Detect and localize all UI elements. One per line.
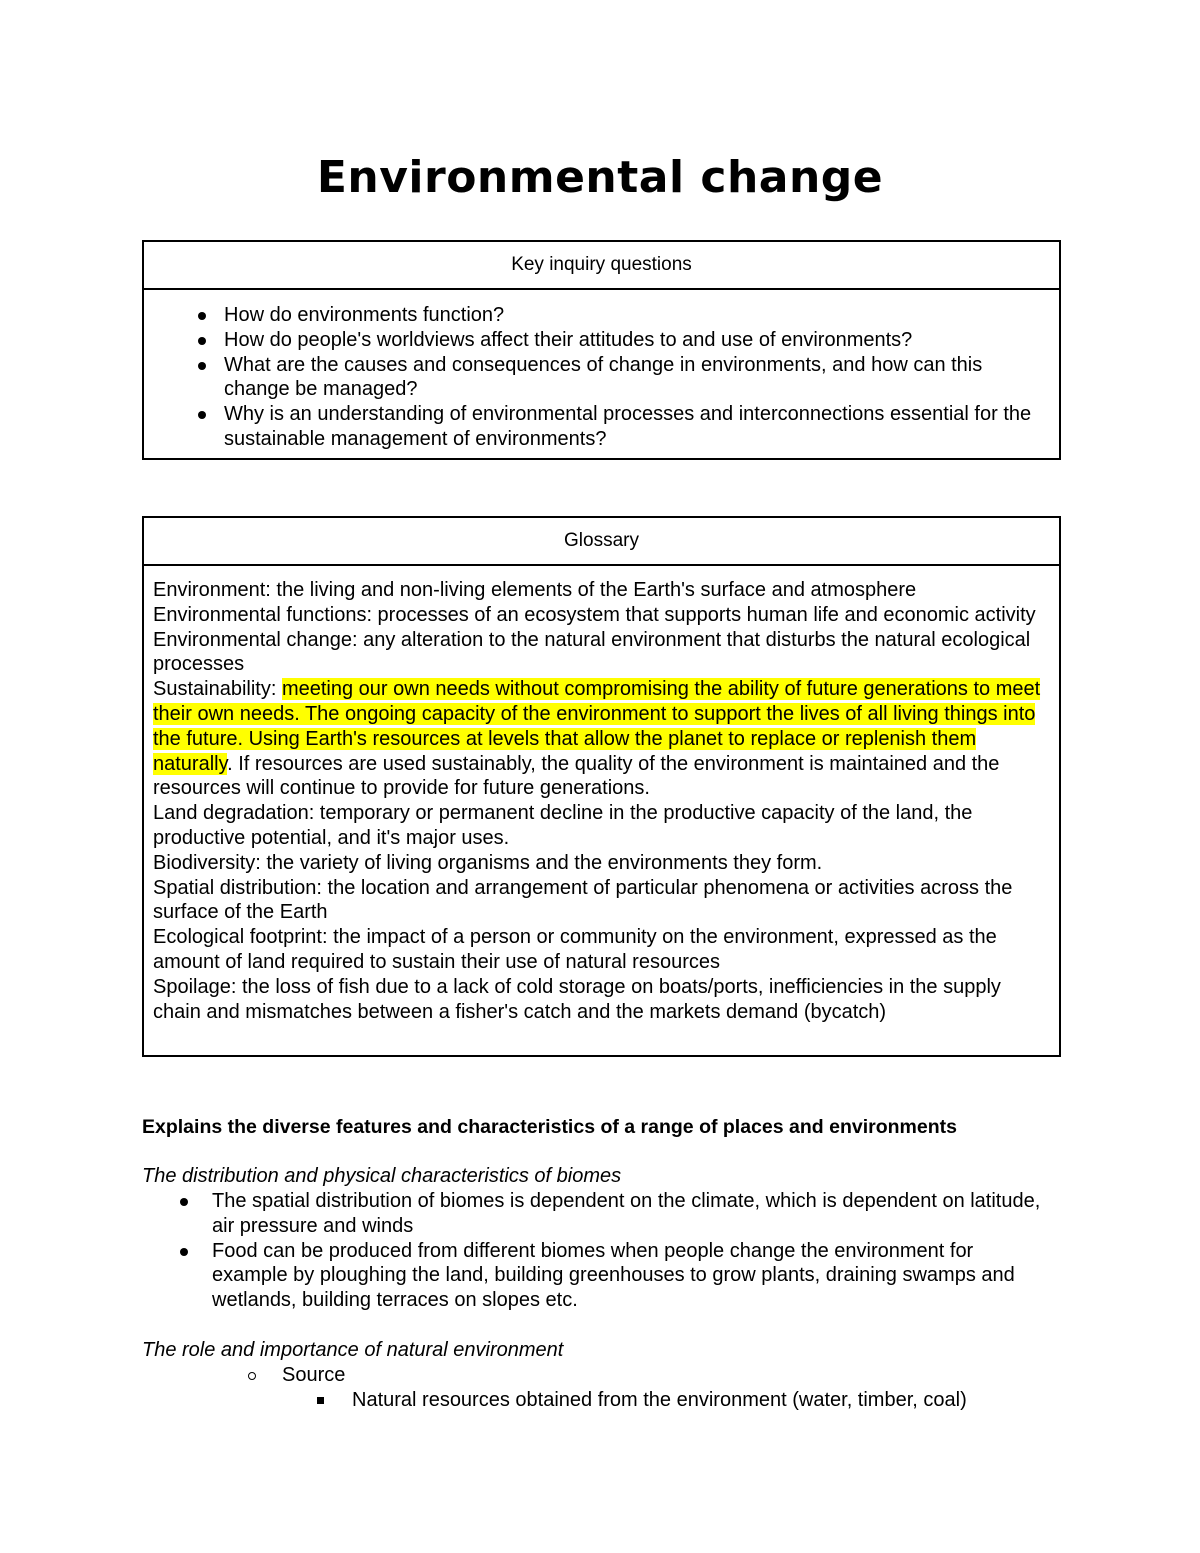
bullet-dot-icon [180, 1248, 188, 1256]
question-text: How do environments function? [224, 304, 505, 326]
bullet-dot-icon [198, 312, 206, 320]
level2-item: Source [282, 1364, 346, 1386]
bullet-dot-icon [198, 411, 206, 419]
sustainability-term: Sustainability: [153, 678, 282, 701]
glossary-entry: Biodiversity: the variety of living organisms and the environments they form. [153, 851, 823, 874]
glossary-body [144, 566, 1059, 1024]
question-text: Why is an understanding of environmental processes and interconnections essential for the sustainable management of environments? [224, 403, 1032, 450]
biomes-list [142, 1189, 1042, 1313]
section-heading: Explains the diverse features and characteristics of a range of places and environments [142, 1116, 957, 1138]
bullet-text: Food can be produced from different biomes when people change the environment for example by ploughing the land, building greenhouses to grow plants, draining swamps and wetlands, building terraces on slopes etc. [212, 1239, 1015, 1312]
glossary-header: Glossary [144, 518, 1059, 566]
sustainability-rest: . If resources are used sustainably, the quality of the environment is maintained and the resources will continue to provide for future generations. [153, 752, 1000, 800]
list-item [154, 353, 1039, 403]
glossary-entry: Spoilage: the loss of fish due to a lack of cold storage on boats/ports, inefficiencies in the supply chain and mismatches between a fisher's catch and the markets demand (bycatch) [153, 975, 1001, 1023]
key-inquiry-body [144, 290, 1059, 452]
level3-item: Natural resources obtained from the environment (water, timber, coal) [352, 1389, 967, 1411]
question-text: What are the causes and consequences of change in environments, and how can this change be managed? [224, 353, 983, 401]
glossary-box [142, 516, 1061, 1057]
list-item [154, 328, 1039, 353]
bullet-dot-icon [180, 1198, 188, 1206]
bullet-dot-icon [198, 337, 206, 345]
square-bullet-icon [317, 1397, 324, 1404]
key-inquiry-box [142, 240, 1061, 460]
question-text: How do people's worldviews affect their attitudes to and use of environments? [224, 328, 913, 351]
glossary-entry: Environmental change: any alteration to the natural environment that disturbs the natural ecological processes [153, 628, 1031, 676]
subheading-biomes: The distribution and physical characteristics of biomes [142, 1165, 622, 1187]
subheading-natural-environment: The role and importance of natural environment [142, 1339, 564, 1361]
key-inquiry-header: Key inquiry questions [144, 242, 1059, 290]
list-item [154, 303, 1039, 328]
highlighted-definition: meeting our own needs without compromising the ability of future generations to meet their own needs. The ongoing capacity of the environment to support the lives of all living things into the future. Using Earth's resources at levels that allow the planet to replace or replenish them naturally [153, 678, 1041, 775]
glossary-entry: Spatial distribution: the location and arrangement of particular phenomena or activities across the surface of the Earth [153, 876, 1013, 924]
list-item [154, 402, 1039, 452]
glossary-entry: Land degradation: temporary or permanent decline in the productive capacity of the land, the productive potential, and it's major uses. [153, 802, 973, 849]
page-title: Environmental change [316, 152, 884, 203]
glossary-entry: Environmental functions: processes of an ecosystem that supports human life and economic activity [153, 603, 1036, 626]
glossary-entry-sustainability [153, 677, 1045, 801]
bullet-dot-icon [198, 362, 206, 370]
key-inquiry-list [154, 303, 1039, 452]
circle-bullet-icon [248, 1372, 256, 1380]
list-item [142, 1189, 1042, 1239]
bullet-text: The spatial distribution of biomes is dependent on the climate, which is dependent on latitude, air pressure and winds [212, 1190, 1041, 1237]
glossary-entry: Ecological footprint: the impact of a person or community on the environment, expressed as the amount of land required to sustain their use of natural resources [153, 926, 997, 973]
list-item [142, 1239, 1042, 1313]
glossary-entry: Environment: the living and non-living elements of the Earth's surface and atmosphere [153, 579, 917, 601]
